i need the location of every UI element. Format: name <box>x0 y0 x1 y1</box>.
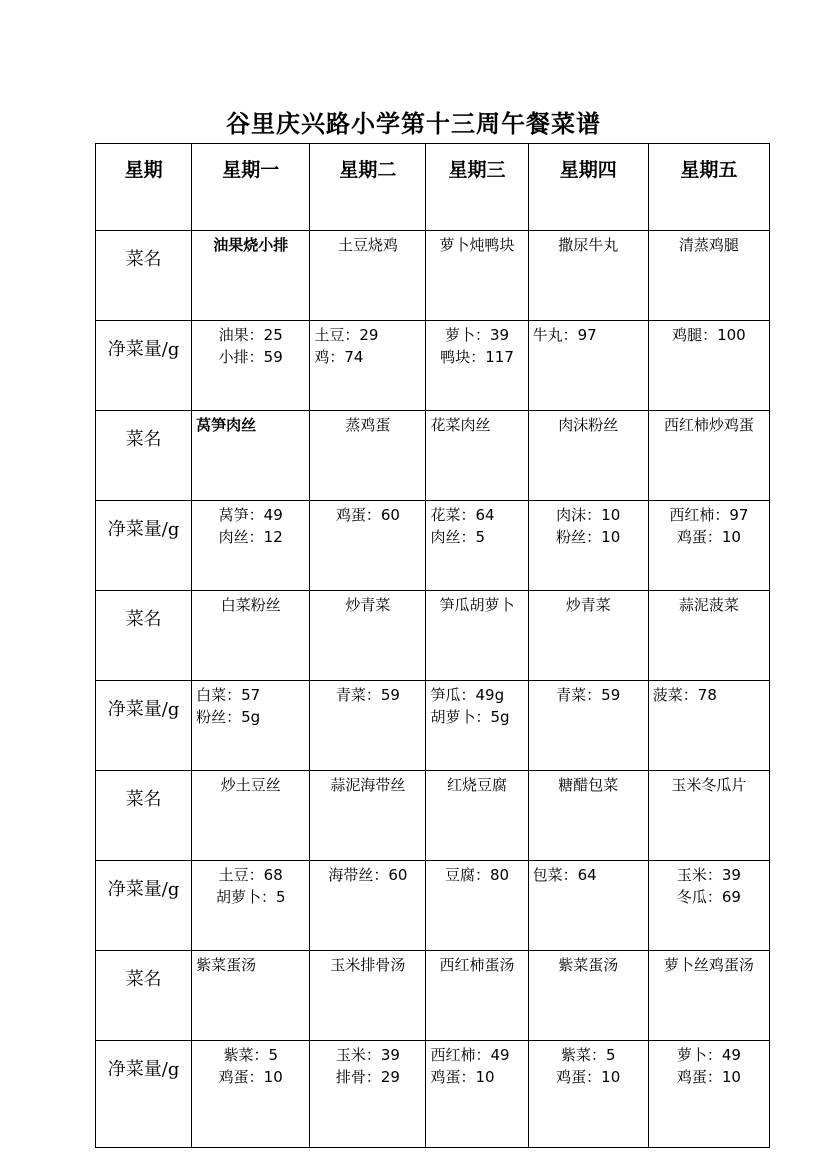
weight-cell-monday <box>192 321 310 411</box>
ingredient-weight: 粉丝：10 <box>556 528 621 546</box>
weight-cell-friday <box>648 501 769 591</box>
dish-name: 玉米冬瓜片 <box>671 776 747 794</box>
weight-row <box>96 321 770 411</box>
dish-name: 笋瓜胡萝卜 <box>439 596 515 614</box>
dish-cell-thursday <box>528 951 648 1041</box>
dish-row-label: 菜名 <box>96 411 192 501</box>
dish-cell-thursday <box>528 411 648 501</box>
ingredient-weight: 玉米：39 <box>335 1046 400 1064</box>
weight-cell-tuesday <box>310 501 426 591</box>
dish-cell-thursday <box>528 231 648 321</box>
ingredient-weight: 鸡蛋：10 <box>430 1068 495 1086</box>
ingredient-weight: 肉丝：12 <box>218 528 283 546</box>
dish-cell-thursday <box>528 591 648 681</box>
weight-row-label: 净菜量/g <box>96 681 192 771</box>
weight-cell-thursday <box>528 861 648 951</box>
weight-cell-wednesday <box>426 321 528 411</box>
ingredient-weight: 鸡腿：100 <box>672 326 746 344</box>
ingredient-weight: 鸡：74 <box>314 348 364 366</box>
ingredient-weight: 油果：25 <box>218 326 283 344</box>
dish-row <box>96 591 770 681</box>
ingredient-weight: 鸡蛋：10 <box>218 1068 283 1086</box>
ingredient-weight: 青菜：59 <box>556 686 621 704</box>
ingredient-weight: 豆腐：80 <box>445 866 510 884</box>
weight-row <box>96 681 770 771</box>
ingredient-weight: 西红柿：97 <box>669 506 749 524</box>
weight-cell-tuesday <box>310 681 426 771</box>
dish-cell-friday <box>648 951 769 1041</box>
dish-cell-friday <box>648 411 769 501</box>
ingredient-weight: 鸡蛋：10 <box>556 1068 621 1086</box>
ingredient-weight: 菠菜：78 <box>652 686 717 704</box>
dish-name: 白菜粉丝 <box>220 596 281 614</box>
dish-name: 莴笋肉丝 <box>196 416 257 434</box>
dish-name: 西红柿炒鸡蛋 <box>663 416 754 434</box>
dish-cell-tuesday <box>310 951 426 1041</box>
dish-name: 紫菜蛋汤 <box>196 956 257 974</box>
weight-cell-friday <box>648 321 769 411</box>
ingredient-weight: 粉丝：5g <box>196 708 261 726</box>
dish-row <box>96 951 770 1041</box>
ingredient-weight: 玉米：39 <box>676 866 741 884</box>
ingredient-weight: 鸡蛋：60 <box>335 506 400 524</box>
ingredient-weight: 花菜：64 <box>430 506 495 524</box>
dish-cell-wednesday <box>426 411 528 501</box>
weight-row-label: 净菜量/g <box>96 1041 192 1148</box>
weight-cell-tuesday <box>310 1041 426 1148</box>
dish-name: 萝卜炖鸭块 <box>439 236 515 254</box>
ingredient-weight: 包菜：64 <box>532 866 597 884</box>
ingredient-weight: 白菜：57 <box>196 686 261 704</box>
dish-cell-monday <box>192 951 310 1041</box>
dish-cell-friday <box>648 771 769 861</box>
day-header-thursday: 星期四 <box>528 144 648 231</box>
ingredient-weight: 土豆：29 <box>314 326 379 344</box>
dish-cell-tuesday <box>310 771 426 861</box>
dish-row <box>96 411 770 501</box>
weight-cell-friday <box>648 861 769 951</box>
dish-row-label: 菜名 <box>96 591 192 681</box>
dish-name: 蒜泥海带丝 <box>330 776 406 794</box>
dish-name: 红烧豆腐 <box>447 776 508 794</box>
ingredient-weight: 鸡蛋：10 <box>676 1068 741 1086</box>
dish-name: 炒青菜 <box>565 596 611 614</box>
ingredient-weight: 青菜：59 <box>335 686 400 704</box>
weight-cell-wednesday <box>426 501 528 591</box>
dish-name: 糖醋包菜 <box>558 776 619 794</box>
ingredient-weight: 胡萝卜：5 <box>215 888 286 906</box>
weight-row-label: 净菜量/g <box>96 321 192 411</box>
dish-name: 西红柿蛋汤 <box>439 956 515 974</box>
ingredient-weight: 排骨：29 <box>335 1068 400 1086</box>
ingredient-weight: 海带丝：60 <box>328 866 408 884</box>
dish-name: 玉米排骨汤 <box>330 956 406 974</box>
weight-cell-monday <box>192 1041 310 1148</box>
dish-row-label: 菜名 <box>96 231 192 321</box>
dish-cell-friday <box>648 231 769 321</box>
weight-cell-friday <box>648 1041 769 1148</box>
ingredient-weight: 牛丸：97 <box>532 326 597 344</box>
ingredient-weight: 胡萝卜：5g <box>430 708 510 726</box>
dish-cell-tuesday <box>310 411 426 501</box>
weight-cell-tuesday <box>310 861 426 951</box>
weight-cell-friday <box>648 681 769 771</box>
dish-cell-monday <box>192 771 310 861</box>
dish-name: 炒青菜 <box>345 596 391 614</box>
weight-row <box>96 1041 770 1148</box>
dish-cell-wednesday <box>426 771 528 861</box>
dish-name: 撒尿牛丸 <box>558 236 619 254</box>
ingredient-weight: 肉沫：10 <box>556 506 621 524</box>
ingredient-weight: 土豆：68 <box>218 866 283 884</box>
day-header-monday: 星期一 <box>192 144 310 231</box>
weight-row <box>96 861 770 951</box>
weight-cell-thursday <box>528 1041 648 1148</box>
weight-cell-monday <box>192 501 310 591</box>
header-row <box>96 144 770 231</box>
dish-name: 肉沫粉丝 <box>558 416 619 434</box>
ingredient-weight: 肉丝：5 <box>430 528 486 546</box>
ingredient-weight: 紫菜：5 <box>223 1046 278 1064</box>
weight-cell-wednesday <box>426 861 528 951</box>
dish-name: 油果烧小排 <box>213 236 289 254</box>
dish-name: 蒜泥菠菜 <box>678 596 739 614</box>
dish-name: 土豆烧鸡 <box>337 236 398 254</box>
weight-cell-tuesday <box>310 321 426 411</box>
dish-row <box>96 231 770 321</box>
weight-cell-thursday <box>528 321 648 411</box>
weight-cell-thursday <box>528 681 648 771</box>
dish-name: 炒土豆丝 <box>220 776 281 794</box>
dish-cell-tuesday <box>310 231 426 321</box>
dish-name: 萝卜丝鸡蛋汤 <box>663 956 754 974</box>
dish-row <box>96 771 770 861</box>
day-header-tuesday: 星期二 <box>310 144 426 231</box>
weight-cell-wednesday <box>426 681 528 771</box>
ingredient-weight: 西红柿：49 <box>430 1046 510 1064</box>
ingredient-weight: 紫菜：5 <box>560 1046 616 1064</box>
dish-cell-monday <box>192 231 310 321</box>
header-label: 星期 <box>96 144 192 231</box>
day-header-friday: 星期五 <box>648 144 769 231</box>
weight-cell-monday <box>192 681 310 771</box>
dish-cell-thursday <box>528 771 648 861</box>
day-header-wednesday: 星期三 <box>426 144 528 231</box>
dish-name: 蒸鸡蛋 <box>345 416 391 434</box>
dish-cell-tuesday <box>310 591 426 681</box>
ingredient-weight: 萝卜：49 <box>676 1046 741 1064</box>
ingredient-weight: 鸡蛋：10 <box>676 528 741 546</box>
lunch-menu-table <box>95 143 770 1148</box>
dish-cell-wednesday <box>426 591 528 681</box>
dish-cell-wednesday <box>426 951 528 1041</box>
dish-cell-monday <box>192 591 310 681</box>
dish-name: 清蒸鸡腿 <box>678 236 739 254</box>
ingredient-weight: 鸭块：117 <box>440 348 514 366</box>
weight-cell-wednesday <box>426 1041 528 1148</box>
dish-row-label: 菜名 <box>96 771 192 861</box>
ingredient-weight: 冬瓜：69 <box>676 888 741 906</box>
ingredient-weight: 小排：59 <box>218 348 283 366</box>
dish-cell-friday <box>648 591 769 681</box>
weight-row-label: 净菜量/g <box>96 861 192 951</box>
weight-cell-monday <box>192 861 310 951</box>
weight-row-label: 净菜量/g <box>96 501 192 591</box>
dish-row-label: 菜名 <box>96 951 192 1041</box>
ingredient-weight: 笋瓜：49g <box>430 686 505 704</box>
page-title: 谷里庆兴路小学第十三周午餐菜谱 <box>226 109 601 138</box>
ingredient-weight: 莴笋：49 <box>218 506 283 524</box>
dish-cell-wednesday <box>426 231 528 321</box>
ingredient-weight: 萝卜：39 <box>445 326 510 344</box>
weight-row <box>96 501 770 591</box>
dish-name: 花菜肉丝 <box>430 416 491 434</box>
dish-name: 紫菜蛋汤 <box>558 956 619 974</box>
dish-cell-monday <box>192 411 310 501</box>
weight-cell-thursday <box>528 501 648 591</box>
